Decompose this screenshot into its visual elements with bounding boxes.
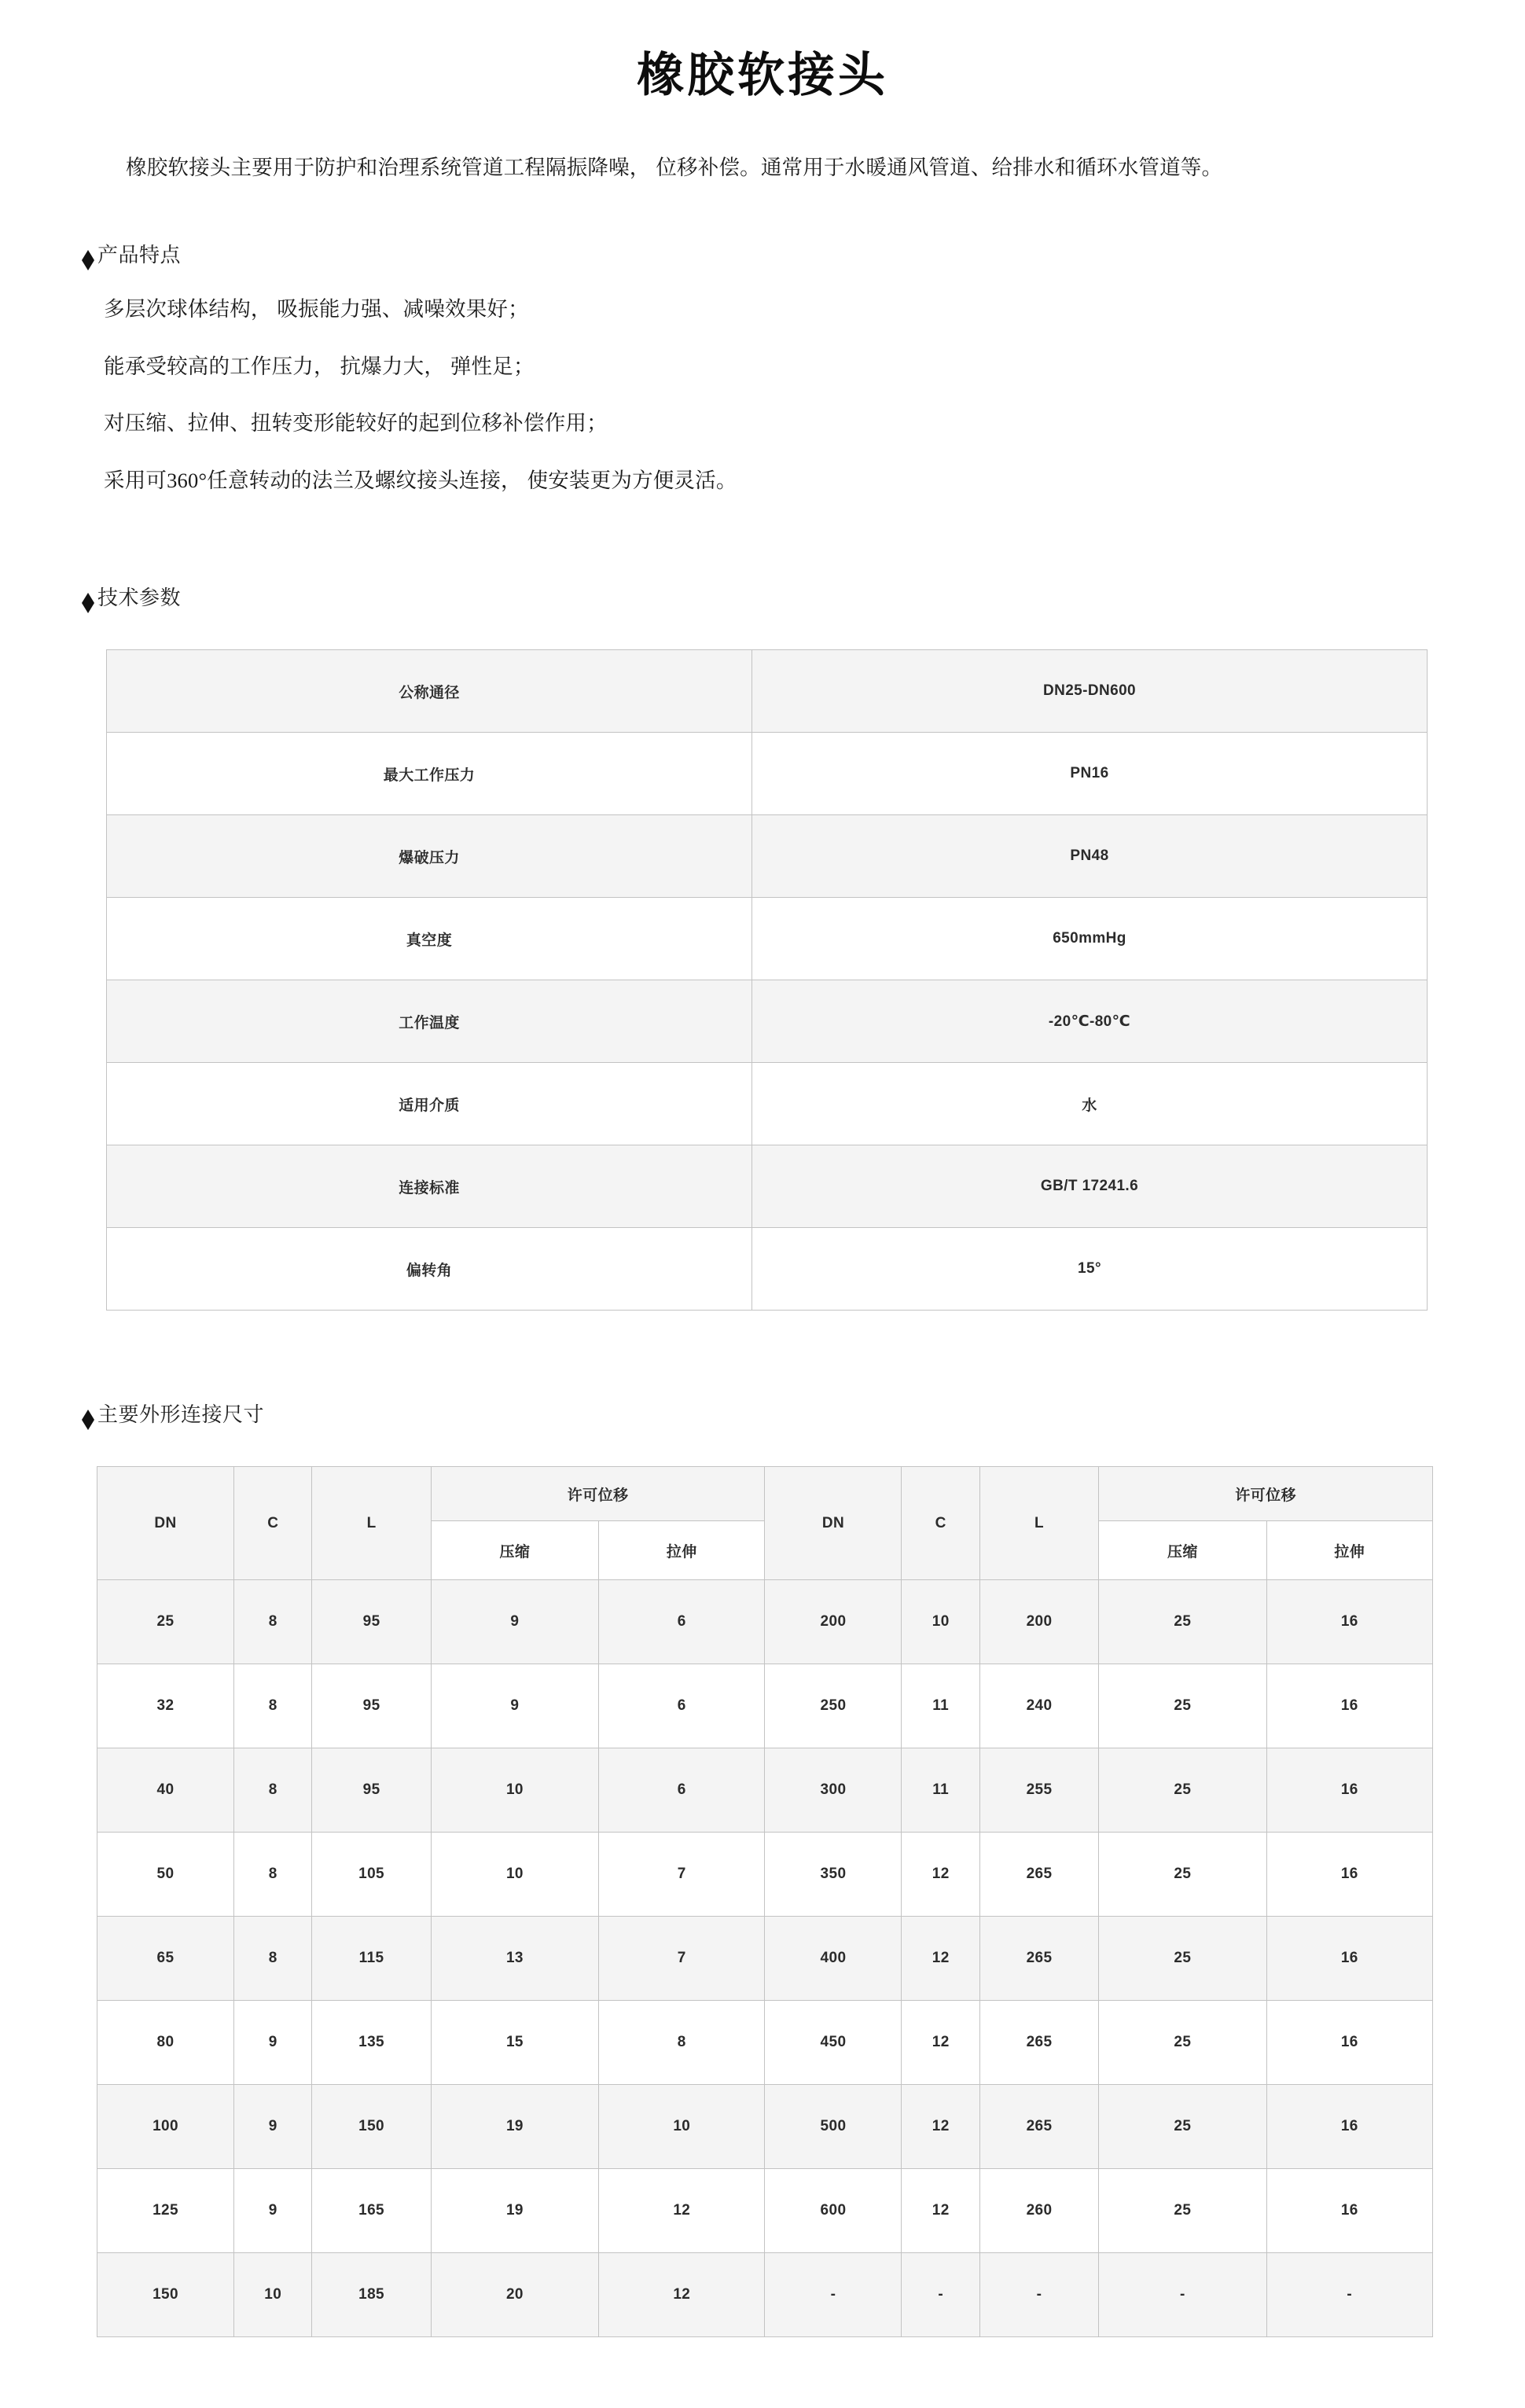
cell-comp: 9 [431,1580,598,1664]
cell-ext2: 16 [1266,1664,1432,1748]
tech-param-label: 公称通径 [107,650,752,733]
section-heading-tech-params [82,588,1525,608]
cell-comp2: - [1099,2253,1266,2337]
col-header-dn-left: DN [97,1467,234,1580]
cell-comp2: 25 [1099,1833,1266,1917]
table-row [97,1833,1433,1917]
cell-c: 8 [234,1580,312,1664]
tech-param-value: PN16 [752,733,1428,815]
table-row [97,2085,1433,2169]
section-heading-dimensions-label: 主要外形连接尺寸 [97,1403,265,1427]
cell-l: 185 [312,2253,431,2337]
cell-l2: 260 [979,2169,1098,2253]
tech-param-label: 爆破压力 [107,815,752,898]
col-header-extension-right: 拉伸 [1266,1521,1432,1580]
cell-c2: 11 [902,1664,979,1748]
cell-dn: 50 [97,1833,234,1917]
cell-l: 95 [312,1664,431,1748]
cell-l2: 265 [979,1917,1098,2001]
diamond-bullet-icon [82,250,94,260]
cell-dn2: - [765,2253,902,2337]
cell-dn: 100 [97,2085,234,2169]
col-header-displacement-right: 许可位移 [1099,1467,1433,1521]
cell-dn2: 300 [765,1748,902,1833]
table-row [97,1917,1433,2001]
cell-l2: 265 [979,2085,1098,2169]
tech-param-label: 适用介质 [107,1063,752,1145]
section-heading-features [82,245,1525,266]
cell-dn2: 200 [765,1580,902,1664]
cell-dn: 125 [97,2169,234,2253]
col-header-c-right: C [902,1467,979,1580]
cell-dn2: 500 [765,2085,902,2169]
cell-ext2: 16 [1266,1580,1432,1664]
cell-dn2: 450 [765,2001,902,2085]
cell-c2: 11 [902,1748,979,1833]
cell-comp2: 25 [1099,1748,1266,1833]
dimensions-table [97,1466,1433,2337]
tech-param-value: GB/T 17241.6 [752,1145,1428,1228]
cell-dn2: 400 [765,1917,902,2001]
col-header-displacement-left: 许可位移 [431,1467,765,1521]
table-row [97,2253,1433,2337]
table-row [107,1145,1428,1228]
cell-l: 115 [312,1917,431,2001]
tech-param-label: 最大工作压力 [107,733,752,815]
section-heading-dimensions [82,1405,1525,1425]
cell-comp: 9 [431,1664,598,1748]
cell-comp: 15 [431,2001,598,2085]
cell-comp2: 25 [1099,2085,1266,2169]
cell-ext: 6 [599,1664,765,1748]
table-row [107,1228,1428,1311]
cell-comp2: 25 [1099,2169,1266,2253]
table-row [107,733,1428,815]
cell-c2: 12 [902,2001,979,2085]
cell-l2: 265 [979,2001,1098,2085]
tech-param-value: 水 [752,1063,1428,1145]
intro-paragraph: 橡胶软接头主要用于防护和治理系统管道工程隔振降噪， 位移补偿。通常用于水暖通风管道、给排水和循环水管道等。 [126,156,1223,179]
tech-params-table [106,649,1428,1311]
cell-l2: - [979,2253,1098,2337]
cell-l2: 200 [979,1580,1098,1664]
table-row [107,815,1428,898]
cell-c: 8 [234,1833,312,1917]
section-heading-tech-params-label: 技术参数 [97,586,182,610]
cell-c: 10 [234,2253,312,2337]
cell-dn: 80 [97,2001,234,2085]
cell-comp: 19 [431,2085,598,2169]
cell-comp2: 25 [1099,1917,1266,2001]
table-row [97,1664,1433,1748]
tech-param-value: DN25-DN600 [752,650,1428,733]
list-item: 对压缩、拉伸、扭转变形能较好的起到位移补偿作用； [104,411,608,436]
cell-dn: 40 [97,1748,234,1833]
cell-comp: 10 [431,1748,598,1833]
page-bottom-spacer [0,2337,1525,2408]
cell-c: 8 [234,1917,312,2001]
cell-c: 9 [234,2085,312,2169]
cell-l: 105 [312,1833,431,1917]
tech-param-label: 偏转角 [107,1228,752,1311]
cell-ext: 12 [599,2253,765,2337]
cell-dn2: 350 [765,1833,902,1917]
cell-ext2: - [1266,2253,1432,2337]
table-row [97,2169,1433,2253]
cell-comp: 19 [431,2169,598,2253]
table-row [97,2001,1433,2085]
table-row [97,1748,1433,1833]
table-row [97,1580,1433,1664]
dimensions-table-body [97,1580,1433,2337]
col-header-l-right: L [979,1467,1098,1580]
cell-ext2: 16 [1266,1833,1432,1917]
cell-l2: 240 [979,1664,1098,1748]
cell-ext2: 16 [1266,2169,1432,2253]
cell-ext2: 16 [1266,2001,1432,2085]
list-item: 采用可360°任意转动的法兰及螺纹接头连接， 使安装更为方便灵活。 [104,468,737,492]
diamond-bullet-icon [82,593,94,603]
cell-l: 150 [312,2085,431,2169]
list-item: 能承受较高的工作压力， 抗爆力大， 弹性足； [104,354,535,378]
cell-comp: 13 [431,1917,598,2001]
cell-c: 9 [234,2001,312,2085]
cell-ext: 8 [599,2001,765,2085]
cell-dn2: 600 [765,2169,902,2253]
tech-param-value: PN48 [752,815,1428,898]
cell-ext2: 16 [1266,1917,1432,2001]
cell-ext: 10 [599,2085,765,2169]
tech-param-value: 15° [752,1228,1428,1311]
cell-dn2: 250 [765,1664,902,1748]
cell-ext2: 16 [1266,1748,1432,1833]
cell-ext: 6 [599,1580,765,1664]
cell-comp2: 25 [1099,1664,1266,1748]
cell-c: 8 [234,1664,312,1748]
cell-c2: 12 [902,2085,979,2169]
col-header-compression-left: 压缩 [431,1521,598,1580]
cell-ext2: 16 [1266,2085,1432,2169]
cell-ext: 6 [599,1748,765,1833]
cell-c2: 12 [902,1833,979,1917]
col-header-dn-right: DN [765,1467,902,1580]
cell-l2: 265 [979,1833,1098,1917]
cell-c2: 12 [902,1917,979,2001]
tech-param-label: 连接标准 [107,1145,752,1228]
cell-l2: 255 [979,1748,1098,1833]
cell-comp2: 25 [1099,2001,1266,2085]
cell-comp: 20 [431,2253,598,2337]
cell-c2: - [902,2253,979,2337]
cell-l: 95 [312,1580,431,1664]
cell-l: 135 [312,2001,431,2085]
col-header-compression-right: 压缩 [1099,1521,1266,1580]
cell-ext: 7 [599,1833,765,1917]
cell-c2: 10 [902,1580,979,1664]
table-row [107,980,1428,1063]
cell-c: 8 [234,1748,312,1833]
cell-dn: 32 [97,1664,234,1748]
tech-param-value: 650mmHg [752,898,1428,980]
cell-l: 95 [312,1748,431,1833]
cell-dn: 150 [97,2253,234,2337]
col-header-c-left: C [234,1467,312,1580]
cell-ext: 12 [599,2169,765,2253]
cell-c: 9 [234,2169,312,2253]
list-item: 多层次球体结构， 吸振能力强、减噪效果好； [104,297,529,322]
cell-dn: 25 [97,1580,234,1664]
cell-ext: 7 [599,1917,765,2001]
cell-l: 165 [312,2169,431,2253]
feature-list [0,266,1525,495]
cell-c2: 12 [902,2169,979,2253]
cell-comp2: 25 [1099,1580,1266,1664]
tech-param-label: 真空度 [107,898,752,980]
diamond-bullet-icon [82,1410,94,1420]
tech-param-value: -20℃-80℃ [752,980,1428,1063]
page-title: 橡胶软接头 [637,50,888,101]
col-header-l-left: L [312,1467,431,1580]
table-row [107,650,1428,733]
table-row [107,1063,1428,1145]
section-heading-features-label: 产品特点 [97,244,182,267]
table-row [107,898,1428,980]
table-header-row-primary [97,1467,1433,1521]
cell-comp: 10 [431,1833,598,1917]
col-header-extension-left: 拉伸 [599,1521,765,1580]
tech-param-label: 工作温度 [107,980,752,1063]
cell-dn: 65 [97,1917,234,2001]
